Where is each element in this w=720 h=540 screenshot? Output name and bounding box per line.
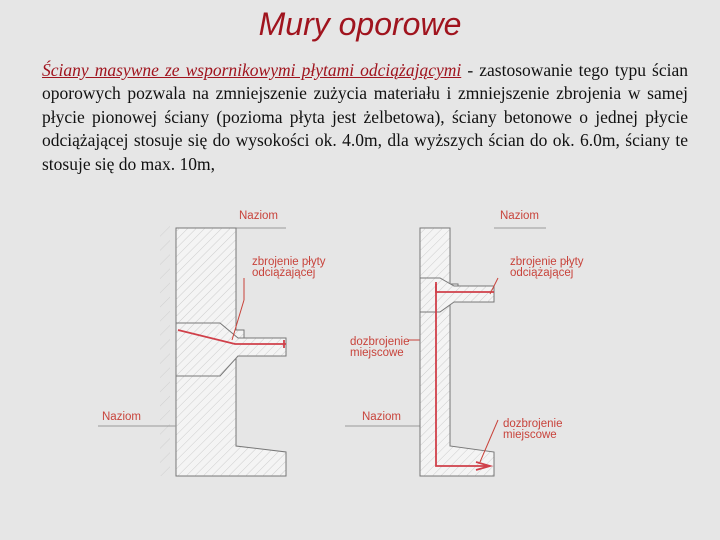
description-lead: Ściany masywne ze wspornikowymi płytami odciążającymi	[42, 60, 462, 80]
right-reinforcement-label-line2: odciążającej	[510, 267, 574, 279]
right-wall-hatch	[420, 228, 494, 476]
left-reinforcement-label-line2: odciążającej	[252, 267, 316, 279]
left-top-ground-label: Naziom	[239, 210, 278, 222]
left-bottom-ground-label: Naziom	[102, 411, 141, 423]
right-relief-slab-hatch	[420, 278, 494, 312]
page-title: Mury oporowe	[258, 6, 462, 42]
left-soil-hatch	[160, 226, 170, 476]
description-text: - zastosowanie tego typu ścian oporowych pozwala na zmniejszenie zużycia materiału i zmniejszenie zbrojenia w samej płycie pionowej ściany (pozioma płyta jest żelbetowa), ściany betonowe o jednej płycie odciążającej stosuje się do wysokości ok. 4.0m, dla wyższych ścian do ok. 6.0m, ściany te stosuje się do max. 10m,	[42, 60, 689, 174]
right-local-label-line1: dozbrojenie	[503, 418, 563, 430]
center-local-label-line1: dozbrojenie	[350, 336, 410, 348]
left-reinforcement-label-line1: zbrojenie płyty	[252, 256, 326, 268]
right-top-ground-label: Naziom	[500, 210, 539, 222]
right-local-label-line2: miejscowe	[503, 429, 557, 441]
right-reinforcement-label-line1: zbrojenie płyty	[510, 256, 584, 268]
center-local-label-line2: miejscowe	[350, 347, 404, 359]
center-ground-label: Naziom	[362, 411, 401, 423]
